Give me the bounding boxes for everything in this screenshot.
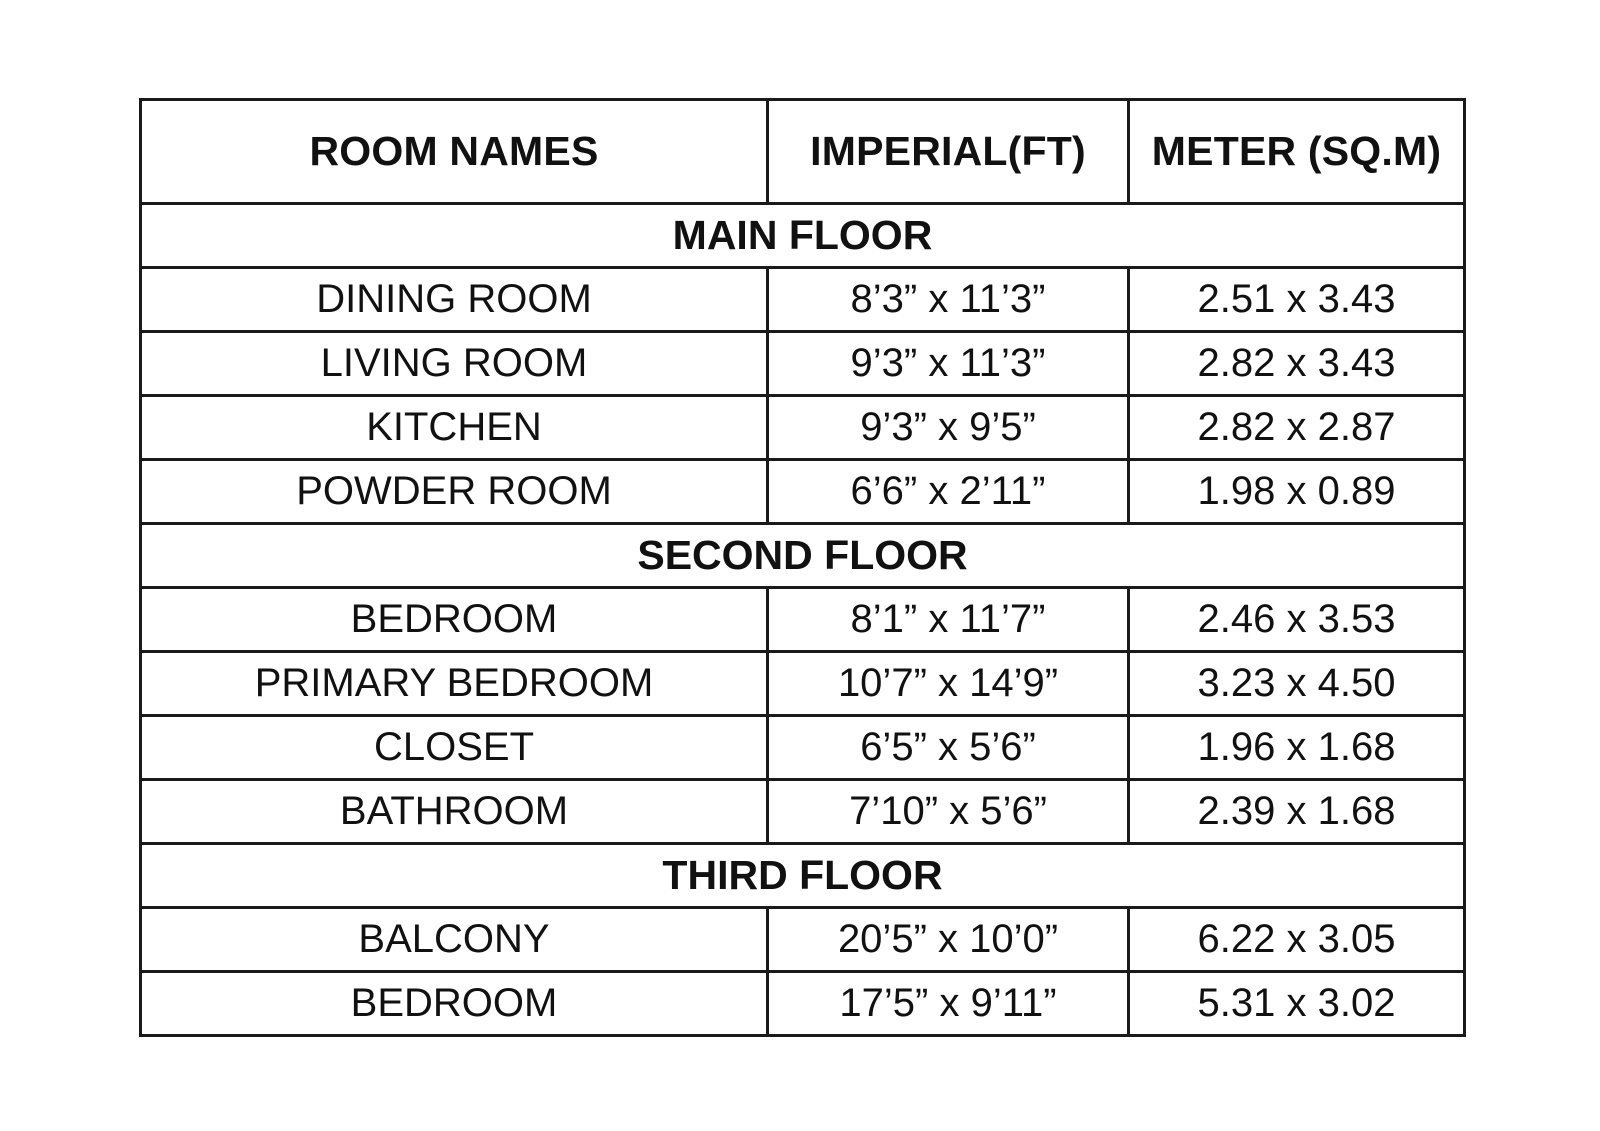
- room-name-cell: BEDROOM: [141, 972, 768, 1036]
- imperial-cell: 9’3” x 9’5”: [768, 396, 1129, 460]
- metric-cell: 2.82 x 2.87: [1129, 396, 1465, 460]
- table-row: [141, 332, 1465, 396]
- table-row: [141, 908, 1465, 972]
- room-name-cell: BATHROOM: [141, 780, 768, 844]
- imperial-cell: 7’10” x 5’6”: [768, 780, 1129, 844]
- imperial-cell: 10’7” x 14’9”: [768, 652, 1129, 716]
- room-name-cell: LIVING ROOM: [141, 332, 768, 396]
- metric-cell: 2.39 x 1.68: [1129, 780, 1465, 844]
- table-row: [141, 652, 1465, 716]
- header-room-names: ROOM NAMES: [141, 100, 768, 204]
- metric-cell: 1.98 x 0.89: [1129, 460, 1465, 524]
- table-row: [141, 716, 1465, 780]
- imperial-cell: 6’6” x 2’11”: [768, 460, 1129, 524]
- metric-cell: 2.46 x 3.53: [1129, 588, 1465, 652]
- section-row-second-floor: [141, 524, 1465, 588]
- room-name-cell: KITCHEN: [141, 396, 768, 460]
- table-row: [141, 780, 1465, 844]
- room-name-cell: POWDER ROOM: [141, 460, 768, 524]
- metric-cell: 2.51 x 3.43: [1129, 268, 1465, 332]
- imperial-cell: 8’1” x 11’7”: [768, 588, 1129, 652]
- header-metric: METER (SQ.M): [1129, 100, 1465, 204]
- table-row: [141, 396, 1465, 460]
- section-row-main-floor: [141, 204, 1465, 268]
- header-row: [141, 100, 1465, 204]
- imperial-cell: 8’3” x 11’3”: [768, 268, 1129, 332]
- room-name-cell: DINING ROOM: [141, 268, 768, 332]
- room-name-cell: PRIMARY BEDROOM: [141, 652, 768, 716]
- metric-cell: 1.96 x 1.68: [1129, 716, 1465, 780]
- room-name-cell: CLOSET: [141, 716, 768, 780]
- room-name-cell: BEDROOM: [141, 588, 768, 652]
- room-dimensions-table: [139, 98, 1466, 1037]
- imperial-cell: 9’3” x 11’3”: [768, 332, 1129, 396]
- metric-cell: 3.23 x 4.50: [1129, 652, 1465, 716]
- header-imperial: IMPERIAL(FT): [768, 100, 1129, 204]
- section-title: SECOND FLOOR: [141, 524, 1465, 588]
- metric-cell: 6.22 x 3.05: [1129, 908, 1465, 972]
- imperial-cell: 17’5” x 9’11”: [768, 972, 1129, 1036]
- section-row-third-floor: [141, 844, 1465, 908]
- table-row: [141, 268, 1465, 332]
- table-row: [141, 588, 1465, 652]
- section-title: THIRD FLOOR: [141, 844, 1465, 908]
- metric-cell: 2.82 x 3.43: [1129, 332, 1465, 396]
- table-row: [141, 460, 1465, 524]
- table-row: [141, 972, 1465, 1036]
- imperial-cell: 20’5” x 10’0”: [768, 908, 1129, 972]
- imperial-cell: 6’5” x 5’6”: [768, 716, 1129, 780]
- metric-cell: 5.31 x 3.02: [1129, 972, 1465, 1036]
- room-name-cell: BALCONY: [141, 908, 768, 972]
- section-title: MAIN FLOOR: [141, 204, 1465, 268]
